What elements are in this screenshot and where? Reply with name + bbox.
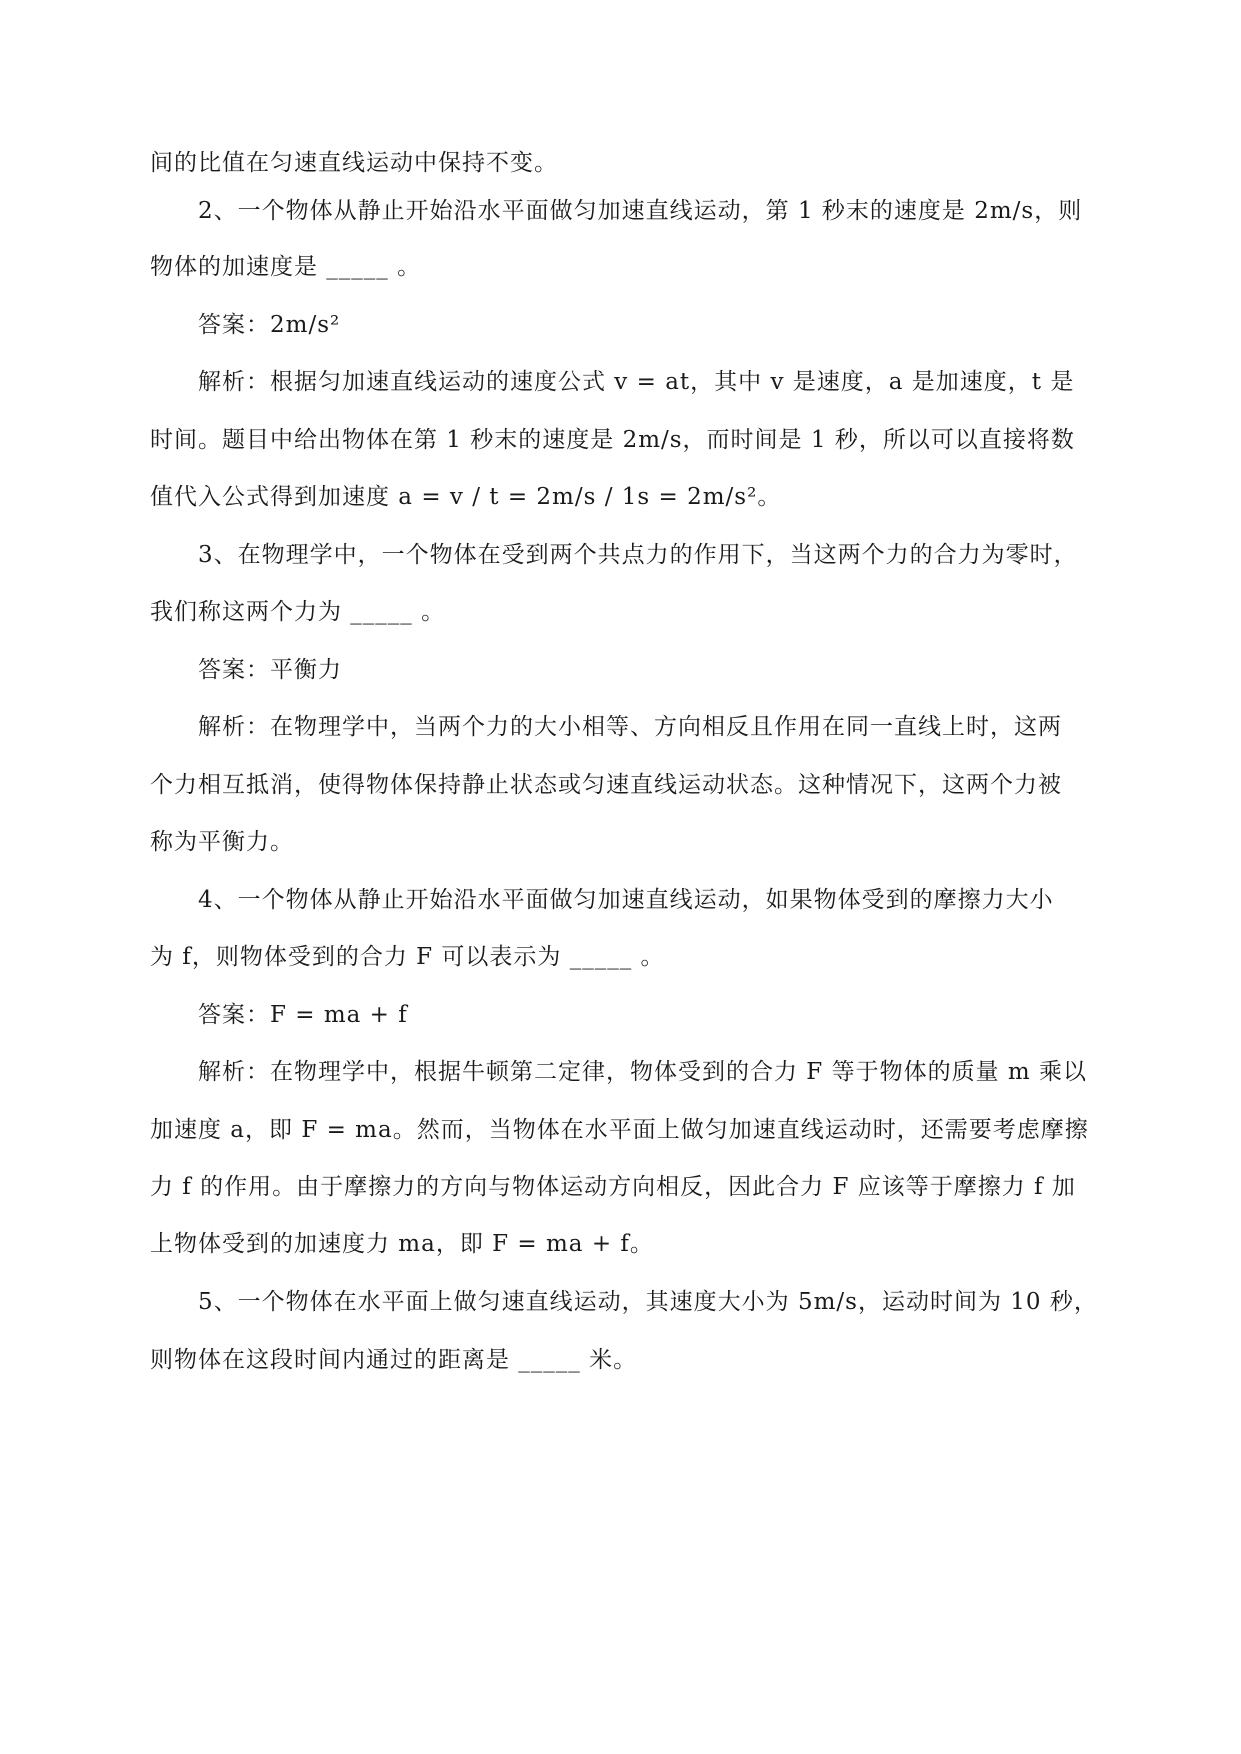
question-4-line-1: 4、一个物体从静止开始沿水平面做匀加速直线运动，如果物体受到的摩擦力大小 — [198, 887, 1054, 913]
analysis-2-line-1: 解析：根据匀加速直线运动的速度公式 v = at，其中 v 是速度，a 是加速度，t 是 — [198, 369, 1075, 395]
question-3-line-2: 我们称这两个力为 _____ 。 — [150, 599, 446, 625]
analysis-4-line-1: 解析：在物理学中，根据牛顿第二定律，物体受到的合力 F 等于物体的质量 m 乘以 — [198, 1059, 1088, 1085]
question-3-line-1: 3、在物理学中，一个物体在受到两个共点力的作用下，当这两个力的合力为零时， — [198, 542, 1078, 568]
text-line: 间的比值在匀速直线运动中保持不变。 — [150, 150, 558, 176]
question-2-line-1: 2、一个物体从静止开始沿水平面做匀加速直线运动，第 1 秒末的速度是 2m/s，则 — [198, 198, 1083, 224]
answer-4: 答案：F = ma + f — [198, 1002, 408, 1028]
question-4-line-2: 为 f，则物体受到的合力 F 可以表示为 _____ 。 — [150, 944, 665, 970]
analysis-4-line-2: 加速度 a，即 F = ma。然而，当物体在水平面上做匀加速直线运动时，还需要考虑摩擦 — [150, 1117, 1089, 1143]
question-5-line-2: 则物体在这段时间内通过的距离是 _____ 米。 — [150, 1347, 638, 1373]
analysis-4-line-3: 力 f 的作用。由于摩擦力的方向与物体运动方向相反，因此合力 F 应该等于摩擦力 f 加 — [150, 1174, 1076, 1200]
analysis-3-line-1: 解析：在物理学中，当两个力的大小相等、方向相反且作用在同一直线上时，这两 — [198, 714, 1062, 740]
answer-2: 答案：2m/s² — [198, 312, 341, 338]
analysis-3-line-2: 个力相互抵消，使得物体保持静止状态或匀速直线运动状态。这种情况下，这两个力被 — [150, 772, 1062, 798]
question-5-line-1: 5、一个物体在水平面上做匀速直线运动，其速度大小为 5m/s，运动时间为 10 秒， — [198, 1289, 1098, 1315]
analysis-4-line-4: 上物体受到的加速度力 ma，即 F = ma + f。 — [150, 1231, 654, 1257]
question-2-line-2: 物体的加速度是 _____ 。 — [150, 254, 422, 280]
analysis-2-line-3: 值代入公式得到加速度 a = v / t = 2m/s / 1s = 2m/s²。 — [150, 484, 782, 510]
analysis-2-line-2: 时间。题目中给出物体在第 1 秒末的速度是 2m/s，而时间是 1 秒，所以可以直接将数 — [150, 427, 1075, 453]
analysis-3-line-3: 称为平衡力。 — [150, 829, 294, 855]
answer-3: 答案：平衡力 — [198, 657, 342, 683]
